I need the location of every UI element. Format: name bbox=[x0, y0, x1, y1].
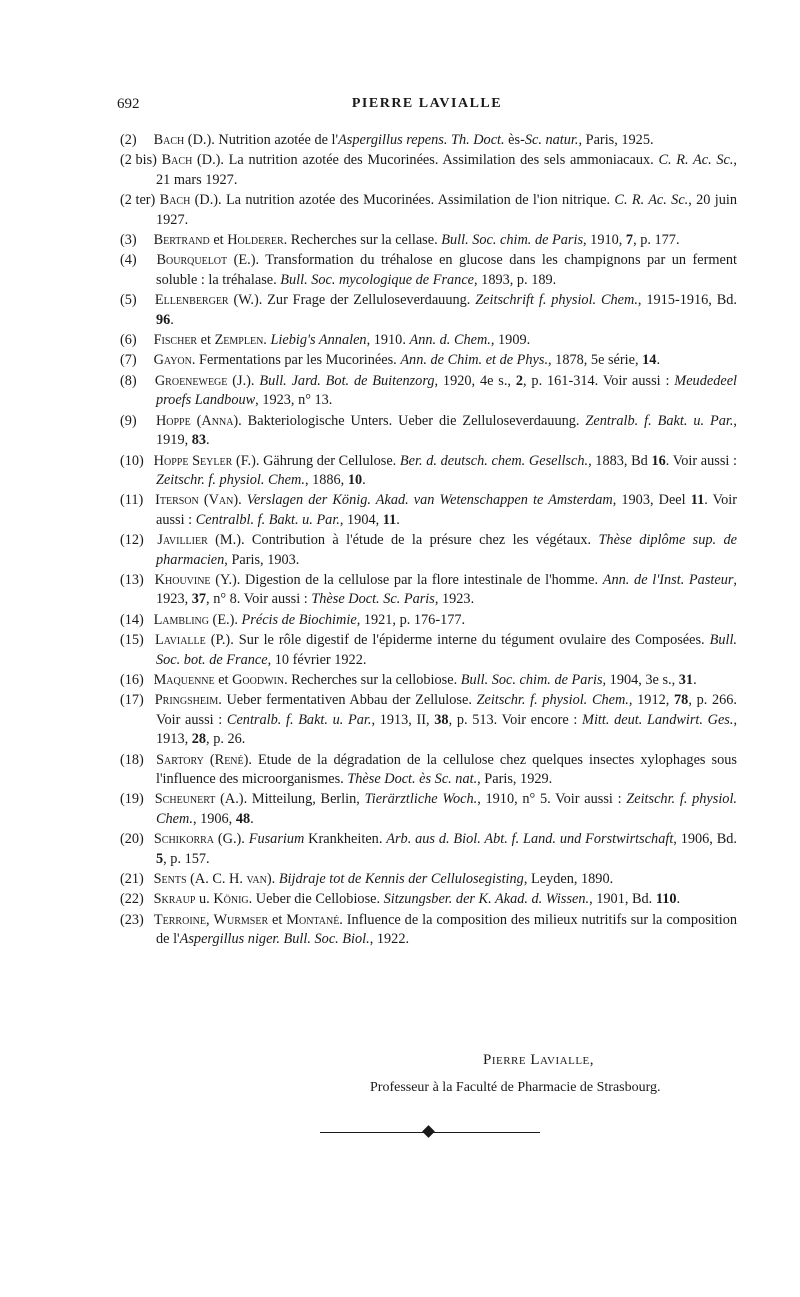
reference-text: (D.). La nutrition azotée des Mucorinées. Assimilation des sels ammoniacaux. bbox=[192, 152, 659, 169]
journal-title: Sitzungsber. der K. Akad. d. Wissen. bbox=[383, 891, 590, 908]
reference-number: (19) bbox=[120, 791, 144, 808]
reference-text: , 1913, II, bbox=[371, 711, 435, 728]
reference-text: . Influence de la composition des milieux nutritifs sur la composition de l' bbox=[156, 911, 738, 948]
reference-text: , 1913, bbox=[156, 711, 738, 748]
journal-title: Liebig's Annalen bbox=[270, 332, 367, 349]
reference-text: et bbox=[197, 332, 215, 349]
reference-text: . bbox=[250, 810, 254, 827]
reference-text: . bbox=[170, 311, 174, 328]
reference-number: (4) bbox=[120, 252, 137, 269]
reference-text: , 20 juin 1927. bbox=[156, 192, 737, 228]
reference-entry bbox=[120, 870, 737, 889]
reference-text: , p. 266. Voir aussi : bbox=[156, 692, 738, 728]
reference-text: , p. 513. Voir encore : bbox=[448, 711, 583, 728]
reference-text: et bbox=[268, 911, 287, 928]
journal-title: Centralbl. f. Bakt. u. Par. bbox=[195, 511, 340, 528]
reference-text: ). Etude de la dégradation de la cellulose chez quelques insectes xylophages sous l'influence des microorganismes. bbox=[156, 751, 737, 787]
author-name: Maquenne bbox=[153, 671, 215, 688]
reference-text: , Paris, 1903. bbox=[224, 551, 300, 568]
reference-text: , 1915-1916, Bd. bbox=[637, 292, 737, 309]
reference-text: , 1923, bbox=[156, 571, 737, 608]
author-name: Scheunert bbox=[154, 791, 216, 808]
reference-entry bbox=[120, 911, 737, 950]
reference-text: ( bbox=[190, 412, 202, 429]
journal-title: C. R. Ac. Sc. bbox=[658, 152, 734, 169]
volume-number: 2 bbox=[515, 372, 524, 389]
reference-entry bbox=[120, 571, 737, 610]
reference-number: (10) bbox=[120, 452, 144, 469]
author-name: Bourquelot bbox=[156, 252, 228, 269]
volume-number: 31 bbox=[678, 671, 694, 688]
reference-text: (A. C. H. bbox=[186, 871, 247, 888]
reference-text: , n° 8. Voir aussi : bbox=[206, 591, 312, 608]
author-name: Bach bbox=[161, 152, 193, 169]
journal-title: Aspergillus repens. Th. Doct. bbox=[338, 132, 505, 148]
author-name: Goodwin bbox=[232, 671, 285, 688]
author-name: René bbox=[214, 751, 244, 768]
author-name: Skraup bbox=[153, 891, 196, 908]
volume-number: 11 bbox=[382, 511, 397, 528]
reference-text: , 21 mars 1927. bbox=[156, 152, 737, 188]
volume-number: 96 bbox=[156, 311, 171, 328]
reference-number: (15) bbox=[120, 632, 144, 649]
reference-text: (F.). Gährung der Cellulose. bbox=[232, 452, 400, 469]
reference-text: (W.). Zur Frage der Zelluloseverdauung. bbox=[228, 292, 476, 309]
reference-entry bbox=[120, 691, 737, 749]
reference-entry bbox=[120, 671, 737, 690]
reference-text: (Y.). Digestion de la cellulose par la flore intestinale de l'homme. bbox=[210, 571, 603, 588]
author-name: Wurmser bbox=[213, 911, 269, 928]
reference-text: ). bbox=[233, 492, 247, 509]
reference-text: , Paris, 1925. bbox=[578, 132, 654, 148]
reference-text: , 1910, n° 5. Voir aussi : bbox=[477, 791, 627, 808]
reference-number: (23) bbox=[120, 911, 144, 928]
reference-text: (J.). bbox=[227, 372, 260, 389]
journal-title: Arb. aus d. Biol. Abt. f. Land. und Forstwirtschaft bbox=[386, 831, 674, 848]
journal-title: Ber. d. deutsch. chem. Gesellsch. bbox=[399, 452, 589, 469]
author-name: Montané bbox=[286, 911, 340, 928]
reference-text: , 1883, Bd bbox=[588, 452, 652, 469]
author-name: van bbox=[246, 871, 267, 888]
journal-title: Thèse Doct. ès Sc. nat. bbox=[347, 771, 478, 787]
journal-title: Bull. Soc. chim. de Paris bbox=[441, 232, 584, 249]
author-name: Fischer bbox=[153, 332, 198, 349]
reference-text: . Ueber die Cellobiose. bbox=[248, 891, 384, 908]
reference-text: ès- bbox=[504, 132, 525, 148]
reference-text: , 1923, n° 13. bbox=[255, 392, 333, 409]
reference-text: , p. 26. bbox=[206, 731, 246, 748]
reference-number: (2) bbox=[120, 132, 137, 148]
reference-text: , 1923. bbox=[434, 591, 475, 608]
author-name: Khouvine bbox=[154, 571, 211, 588]
author-name: Bach bbox=[159, 192, 191, 209]
reference-number: (7) bbox=[120, 352, 137, 369]
author-name: Holderer bbox=[227, 232, 284, 249]
reference-entry bbox=[120, 491, 737, 530]
reference-text: , 1903, Deel bbox=[612, 492, 691, 509]
reference-text: (E.). Transformation du tréhalose en glucose dans les champignons par un ferment soluble : la tréhalase. bbox=[156, 252, 737, 288]
reference-text: . Voir aussi : bbox=[156, 492, 737, 528]
reference-text: ( bbox=[203, 751, 215, 768]
reference-text: , 1919, bbox=[156, 412, 737, 449]
reference-text: , 1901, Bd. bbox=[589, 891, 656, 908]
reference-entry bbox=[120, 191, 737, 230]
reference-text: (D.). La nutrition azotée des Mucorinées. Assimilation de l'ion nitrique. bbox=[190, 192, 615, 209]
journal-title: Ann. de Chim. et de Phys. bbox=[400, 352, 549, 369]
reference-entry bbox=[120, 331, 737, 350]
reference-text: , p. 177. bbox=[633, 232, 680, 249]
author-name: Sartory bbox=[156, 751, 204, 768]
reference-entry bbox=[120, 231, 737, 250]
reference-text: . Fermentations par les Mucorinées. bbox=[191, 352, 401, 369]
diamond-icon bbox=[422, 1125, 435, 1138]
author-affiliation: Professeur à la Faculté de Pharmacie de Strasbourg. bbox=[370, 1080, 661, 1095]
reference-number: (14) bbox=[120, 611, 144, 628]
reference-number: (17) bbox=[120, 692, 144, 709]
reference-text: et bbox=[209, 232, 228, 249]
reference-entry bbox=[120, 890, 737, 909]
reference-text: , 1910, bbox=[583, 232, 626, 249]
reference-text: . bbox=[693, 671, 697, 688]
author-name: Zemplen bbox=[214, 332, 264, 349]
volume-number: 110 bbox=[655, 891, 677, 908]
reference-text: u. bbox=[195, 891, 214, 908]
journal-title: Tierärztliche Woch. bbox=[364, 791, 478, 808]
volume-number: 38 bbox=[434, 711, 449, 728]
author-name: Bach bbox=[153, 132, 185, 148]
reference-text: . Voir aussi : bbox=[665, 452, 737, 469]
reference-number: (8) bbox=[120, 372, 137, 389]
end-ornament bbox=[320, 1126, 540, 1138]
reference-entry bbox=[120, 131, 737, 150]
reference-number: (2 bis) bbox=[120, 152, 157, 169]
reference-number: (9) bbox=[120, 412, 137, 429]
reference-text: et bbox=[214, 671, 233, 688]
reference-text: . Recherches sur la cellobiose. bbox=[284, 671, 461, 688]
reference-text: , p. 157. bbox=[163, 850, 210, 867]
author-name: Hoppe Seyler bbox=[153, 452, 233, 469]
reference-text: Krankheiten. bbox=[304, 831, 387, 848]
author-name: Sents bbox=[153, 871, 187, 888]
author-name: Anna bbox=[201, 412, 234, 429]
author-name: Schikorra bbox=[153, 831, 215, 848]
reference-entry bbox=[120, 531, 737, 570]
author-name: Ellenberger bbox=[154, 292, 229, 309]
reference-entry bbox=[120, 151, 737, 190]
reference-text: , 1909. bbox=[490, 332, 531, 349]
reference-text: (E.). bbox=[208, 611, 242, 628]
reference-text: , 1906, Bd. bbox=[673, 831, 737, 848]
reference-number: (20) bbox=[120, 831, 144, 848]
reference-number: (5) bbox=[120, 292, 137, 309]
author-name: Van bbox=[208, 492, 234, 509]
journal-title: Précis de Biochimie bbox=[241, 611, 357, 628]
reference-text: , 1904, 3e s., bbox=[602, 671, 679, 688]
author-name: Groenewege bbox=[154, 372, 228, 389]
author-name: Gayon bbox=[153, 352, 192, 369]
reference-text: , Paris, 1929. bbox=[477, 771, 553, 787]
journal-title: Mitt. deut. Landwirt. Ges. bbox=[582, 711, 734, 728]
journal-title: Fusarium bbox=[248, 831, 305, 848]
reference-text: , 1920, 4e s., bbox=[434, 372, 516, 389]
journal-title: Zeitschr. f. physiol. Chem. bbox=[156, 471, 305, 488]
reference-number: (21) bbox=[120, 871, 144, 888]
reference-text: (G.). bbox=[214, 831, 249, 848]
reference-entry bbox=[120, 830, 737, 869]
reference-text: , 10 février 1922. bbox=[267, 651, 367, 668]
journal-title: Bull. Jard. Bot. de Buitenzorg bbox=[259, 372, 435, 389]
reference-text: (P.). Sur le rôle digestif de l'épiderme interne du tégument ovulaire des Composées. bbox=[205, 632, 710, 649]
volume-number: 14 bbox=[642, 352, 657, 369]
reference-text: , 1904, bbox=[339, 511, 383, 528]
volume-number: 11 bbox=[690, 492, 705, 509]
reference-text: . Recherches sur la cellase. bbox=[283, 232, 442, 249]
reference-text: , p. 161-314. Voir aussi : bbox=[523, 372, 675, 389]
reference-text: , 1912, bbox=[628, 692, 675, 709]
reference-text: , 1893, p. 189. bbox=[474, 271, 557, 288]
journal-title: Zentralb. f. Bakt. u. Par. bbox=[585, 412, 734, 429]
volume-number: 48 bbox=[235, 810, 251, 827]
reference-entry bbox=[120, 790, 737, 829]
reference-text: . bbox=[206, 432, 210, 449]
author-name: Lavialle bbox=[154, 632, 206, 649]
journal-title: Zeitschrift f. physiol. Chem. bbox=[475, 292, 638, 309]
journal-title: Thèse Doct. Sc. Paris bbox=[311, 591, 435, 608]
reference-number: (11) bbox=[120, 492, 144, 509]
reference-text: , 1910. bbox=[366, 332, 410, 349]
volume-number: 37 bbox=[191, 591, 207, 608]
author-name: Javillier bbox=[157, 532, 208, 549]
journal-title: Bijdraje tot de Kennis der Cellulosegisting bbox=[278, 871, 524, 888]
volume-number: 28 bbox=[191, 731, 207, 748]
author-name: Bertrand bbox=[153, 232, 210, 249]
author-name: König bbox=[213, 891, 249, 908]
reference-text: (A.). Mitteilung, Berlin, bbox=[215, 791, 365, 808]
author-name: Lambling bbox=[153, 611, 209, 628]
reference-text: ). Bakteriologische Unters. Ueber die Zelluloseverdauung. bbox=[233, 412, 586, 429]
volume-number: 16 bbox=[651, 452, 666, 469]
bibliography-list bbox=[120, 131, 737, 951]
reference-text: . bbox=[676, 891, 681, 908]
reference-entry bbox=[120, 251, 737, 290]
journal-title: Aspergillus niger. Bull. Soc. Biol. bbox=[179, 931, 370, 948]
reference-text: , 1878, 5e série, bbox=[548, 352, 643, 369]
reference-text: . bbox=[263, 332, 271, 349]
reference-text: ( bbox=[198, 492, 209, 509]
author-name: Pringsheim bbox=[154, 692, 219, 709]
reference-text: , 1906, bbox=[192, 810, 236, 827]
author-name: Hoppe bbox=[155, 412, 191, 429]
reference-number: (12) bbox=[120, 532, 144, 549]
volume-number: 7 bbox=[625, 232, 634, 249]
reference-number: (16) bbox=[120, 671, 144, 688]
reference-entry bbox=[120, 412, 737, 451]
reference-entry bbox=[120, 751, 737, 790]
page-header bbox=[117, 96, 737, 116]
journal-title: Ann. de l'Inst. Pasteur bbox=[602, 571, 734, 588]
reference-text: , 1921, p. 176-177. bbox=[356, 611, 466, 628]
reference-number: (3) bbox=[120, 232, 137, 249]
reference-entry bbox=[120, 611, 737, 630]
journal-title: Centralb. f. Bakt. u. Par. bbox=[226, 711, 372, 728]
reference-text: , bbox=[206, 911, 214, 928]
reference-number: (18) bbox=[120, 751, 144, 768]
journal-title: Meudedeel proefs Landbouw bbox=[156, 372, 738, 409]
author-signature: Pierre Lavialle, bbox=[483, 1052, 595, 1068]
reference-text: . bbox=[656, 352, 661, 369]
running-title: PIERRE LAVIALLE bbox=[351, 96, 503, 111]
reference-number: (22) bbox=[120, 891, 144, 908]
reference-text: (M.). Contribution à l'étude de la présure chez les végétaux. bbox=[207, 532, 599, 549]
volume-number: 10 bbox=[347, 471, 363, 488]
reference-number: (2 ter) bbox=[120, 192, 156, 209]
reference-text: , Leyden, 1890. bbox=[523, 871, 614, 888]
author-name: Terroine bbox=[153, 911, 206, 928]
reference-entry bbox=[120, 351, 737, 370]
author-name: Iterson bbox=[155, 492, 199, 509]
journal-title: Bull. Soc. bot. de France bbox=[156, 632, 737, 668]
volume-number: 78 bbox=[674, 692, 689, 709]
journal-title: Bull. Soc. mycologique de France bbox=[280, 271, 475, 288]
volume-number: 5 bbox=[156, 850, 164, 867]
journal-title: Zeitschr. f. physiol. Chem. bbox=[476, 692, 629, 709]
page-number: 692 bbox=[117, 96, 140, 112]
reference-entry bbox=[120, 631, 737, 670]
journal-title: C. R. Ac. Sc. bbox=[614, 192, 689, 209]
reference-text: (D.). Nutrition azotée de l' bbox=[184, 132, 339, 148]
reference-entry bbox=[120, 452, 737, 491]
journal-title: Sc. natur. bbox=[524, 132, 579, 148]
reference-text: . bbox=[396, 511, 400, 528]
journal-title: Zeitschr. f. physiol. Chem. bbox=[156, 791, 738, 827]
reference-text: , 1922. bbox=[369, 931, 410, 948]
journal-title: Ann. d. Chem. bbox=[409, 332, 491, 349]
reference-text: . Ueber fermentativen Abbau der Zellulose. bbox=[218, 692, 477, 709]
reference-entry bbox=[120, 372, 737, 411]
volume-number: 83 bbox=[191, 432, 207, 449]
journal-title: Bull. Soc. chim. de Paris bbox=[460, 671, 603, 688]
reference-number: (13) bbox=[120, 571, 144, 588]
journal-title: Thèse diplôme sup. de pharmacien bbox=[156, 532, 737, 568]
reference-number: (6) bbox=[120, 332, 137, 349]
reference-text: . bbox=[362, 471, 366, 488]
reference-entry bbox=[120, 291, 737, 330]
reference-text: , 1886, bbox=[304, 471, 348, 488]
journal-title: Verslagen der König. Akad. van Wetenschappen te Amsterdam bbox=[246, 492, 613, 509]
reference-text: ). bbox=[266, 871, 279, 888]
